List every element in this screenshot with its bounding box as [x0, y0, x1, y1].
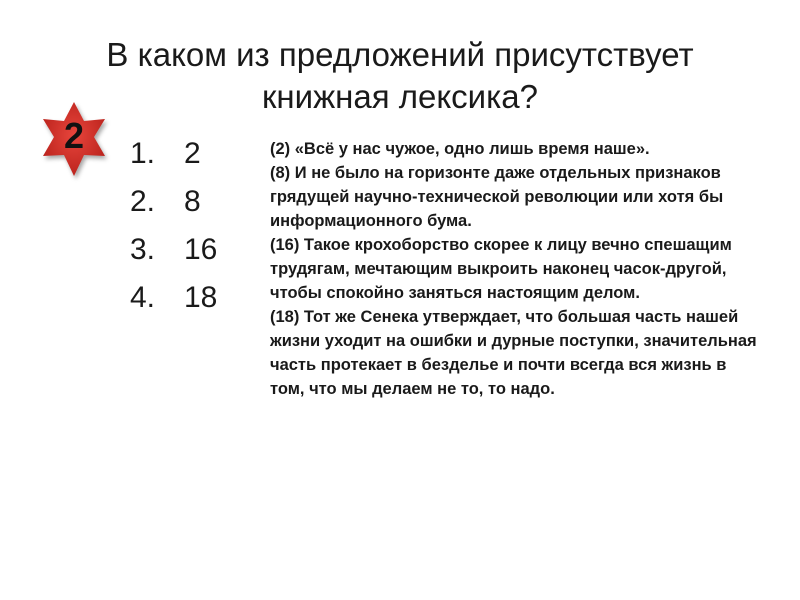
slide-title-line-2: книжная лексика?	[261, 78, 538, 115]
answer-option-4[interactable]	[130, 274, 217, 322]
option-number: 2.	[130, 185, 156, 218]
option-value: 18	[184, 281, 218, 314]
sentence-16: (16) Такое крохоборство скорее к лицу вечно спешащим трудягам, мечтающим выкроить наконец часок-другой, чтобы спокойно заняться настоящим делом.	[270, 236, 732, 302]
slide-title-line-1: В каком из предложений присутствует	[106, 36, 694, 73]
slide-title	[40, 34, 760, 118]
answer-options-list	[130, 130, 217, 322]
sentence-2: (2) «Всё у нас чужое, одно лишь время наше».	[270, 140, 650, 158]
sentences-text-block	[270, 137, 760, 401]
option-number: 1.	[130, 137, 156, 170]
answer-option-2[interactable]	[130, 178, 217, 226]
option-number: 4.	[130, 281, 156, 314]
option-value: 16	[184, 233, 218, 266]
answer-option-1[interactable]	[130, 130, 217, 178]
badge-number: 2	[63, 115, 85, 156]
question-number-badge	[34, 100, 114, 180]
option-number: 3.	[130, 233, 156, 266]
answer-option-3[interactable]	[130, 226, 217, 274]
sentence-18: (18) Тот же Сенека утверждает, что большая часть нашей жизни уходит на ошибки и дурные поступки, значительная часть протекает в безделье и почти всегда вся жизнь в том, что мы делаем не то, то надо.	[270, 308, 757, 398]
option-value: 8	[184, 185, 201, 218]
option-value: 2	[184, 137, 201, 170]
sentence-8: (8) И не было на горизонте даже отдельных признаков грядущей научно-технической революции или хотя бы информационного бума.	[270, 164, 724, 230]
